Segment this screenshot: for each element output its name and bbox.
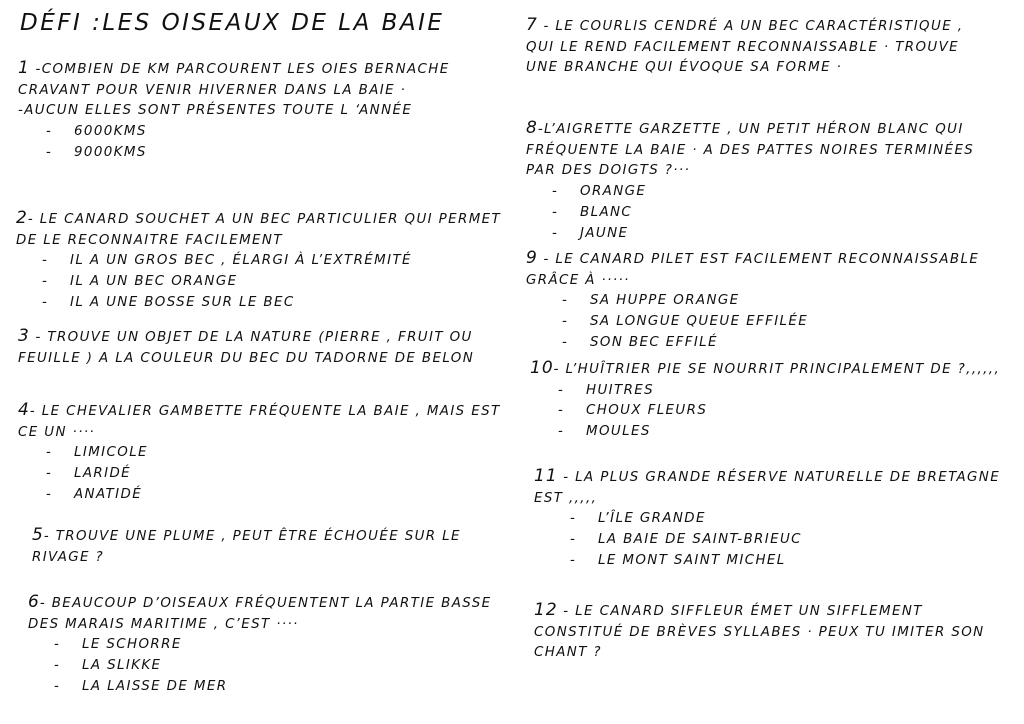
answer-option: - IL A UN BEC ORANGE (42, 272, 516, 293)
question-8 (526, 118, 1006, 244)
answer-options (526, 182, 1006, 244)
answer-option: - LA BAIE DE SAINT-BRIEUC (570, 530, 1004, 551)
question-number: 12 (534, 600, 558, 620)
question-body: - TROUVE UNE PLUME , PEUT ÊTRE ÉCHOUÉE SUR LE RIVAGE ? (32, 529, 461, 565)
question-text (526, 15, 996, 79)
question-7 (526, 15, 996, 79)
question-body: - LE CHEVALIER GAMBETTE FRÉQUENTE LA BAIE , MAIS EST CE UN ···· (18, 404, 501, 440)
question-number: 7 (526, 15, 538, 35)
question-body: - LA PLUS GRANDE RÉSERVE NATURELLE DE BRETAGNE EST ,,,,, (534, 470, 1001, 506)
answer-options (18, 122, 508, 163)
answer-option: - LE MONT SAINT MICHEL (570, 551, 1004, 572)
question-9 (526, 248, 996, 354)
answer-option: - 9000KMS (46, 143, 508, 164)
question-text (534, 466, 1004, 509)
answer-options (526, 291, 996, 353)
question-text (530, 358, 1015, 381)
question-12 (534, 600, 1004, 664)
question-text (28, 592, 518, 635)
answer-option: - IL A UN GROS BEC , ÉLARGI À L’EXTRÉMITÉ (42, 251, 516, 272)
question-text (526, 248, 996, 291)
question-number: 10 (530, 358, 554, 378)
question-text (18, 400, 518, 443)
question-number: 1 (18, 58, 30, 78)
answer-option: - LA LAISSE DE MER (54, 677, 518, 698)
question-text (18, 326, 508, 369)
answer-options (530, 381, 1015, 443)
page-title: DÉFI :LES OISEAUX DE LA BAIE (20, 10, 445, 36)
question-body: - TROUVE UN OBJET DE LA NATURE (PIERRE , FRUIT OU FEUILLE ) A LA COULEUR DU BEC DU TADORNE DE BELON (18, 330, 475, 366)
question-number: 4 (18, 400, 30, 420)
question-number: 3 (18, 326, 30, 346)
question-2 (16, 208, 516, 314)
answer-option: - JAUNE (552, 224, 1006, 245)
answer-option: - MOULES (558, 422, 1015, 443)
question-body: - BEAUCOUP D’OISEAUX FRÉQUENTENT LA PARTIE BASSE DES MARAIS MARITIME , C’EST ···· (28, 596, 492, 632)
question-6 (28, 592, 518, 698)
answer-option: - BLANC (552, 203, 1006, 224)
question-body: - LE CANARD SOUCHET A UN BEC PARTICULIER QUI PERMET DE LE RECONNAITRE FACILEMENT (16, 212, 502, 248)
answer-option: - 6000KMS (46, 122, 508, 143)
question-number: 2 (16, 208, 28, 228)
question-text (534, 600, 1004, 664)
answer-option: - L’ÎLE GRANDE (570, 509, 1004, 530)
question-text (16, 208, 516, 251)
answer-options (16, 251, 516, 313)
question-body: - L’HUÎTRIER PIE SE NOURRIT PRINCIPALEMENT DE ?,,,,,, (553, 362, 1001, 377)
question-number: 6 (28, 592, 40, 612)
question-text (18, 58, 508, 101)
answer-option: - IL A UNE BOSSE SUR LE BEC (42, 293, 516, 314)
question-10 (530, 358, 1015, 443)
answer-option: - HUITRES (558, 381, 1015, 402)
answer-options (18, 443, 518, 505)
question-body: -COMBIEN DE KM PARCOURENT LES OIES BERNACHE CRAVANT POUR VENIR HIVERNER DANS LA BAIE · (18, 62, 450, 98)
question-text (32, 525, 502, 568)
answer-option: - ANATIDÉ (46, 485, 518, 506)
question-number: 8 (526, 118, 538, 138)
question-1 (18, 58, 508, 164)
question-body: - LE CANARD SIFFLEUR ÉMET UN SIFFLEMENT CONSTITUÉ DE BRÈVES SYLLABES · PEUX TU IMITER SON CHANT ? (534, 604, 985, 661)
question-5 (32, 525, 502, 568)
question-body: -L’AIGRETTE GARZETTE , UN PETIT HÉRON BLANC QUI FRÉQUENTE LA BAIE · A DES PATTES NOIRES TERMINÉES PAR DES DOIGTS ?··· (526, 122, 975, 179)
answer-option: - SON BEC EFFILÉ (562, 333, 996, 354)
question-body: - LE CANARD PILET EST FACILEMENT RECONNAISSABLE GRÂCE À ····· (526, 252, 980, 288)
question-number: 11 (534, 466, 558, 486)
question-number: 5 (32, 525, 44, 545)
answer-options (28, 635, 518, 697)
answer-option: - LE SCHORRE (54, 635, 518, 656)
question-number: 9 (526, 248, 538, 268)
question-3 (18, 326, 508, 369)
answer-option: - LIMICOLE (46, 443, 518, 464)
question-text (526, 118, 1006, 182)
question-4 (18, 400, 518, 506)
answer-option: - SA LONGUE QUEUE EFFILÉE (562, 312, 996, 333)
answer-option: - CHOUX FLEURS (558, 401, 1015, 422)
question-note: -AUCUN ELLES SONT PRÉSENTES TOUTE L ‘ANNÉE (18, 103, 413, 119)
answer-option: - SA HUPPE ORANGE (562, 291, 996, 312)
answer-option: - LA SLIKKE (54, 656, 518, 677)
answer-option: - LARIDÉ (46, 464, 518, 485)
answer-option: - ORANGE (552, 182, 1006, 203)
answer-options (534, 509, 1004, 571)
question-body: - LE COURLIS CENDRÉ A UN BEC CARACTÉRISTIQUE , QUI LE REND FACILEMENT RECONNAISSABLE · TROUVE UNE BRANCHE QUI ÉVOQUE SA FORME · (526, 19, 964, 76)
question-11 (534, 466, 1004, 572)
